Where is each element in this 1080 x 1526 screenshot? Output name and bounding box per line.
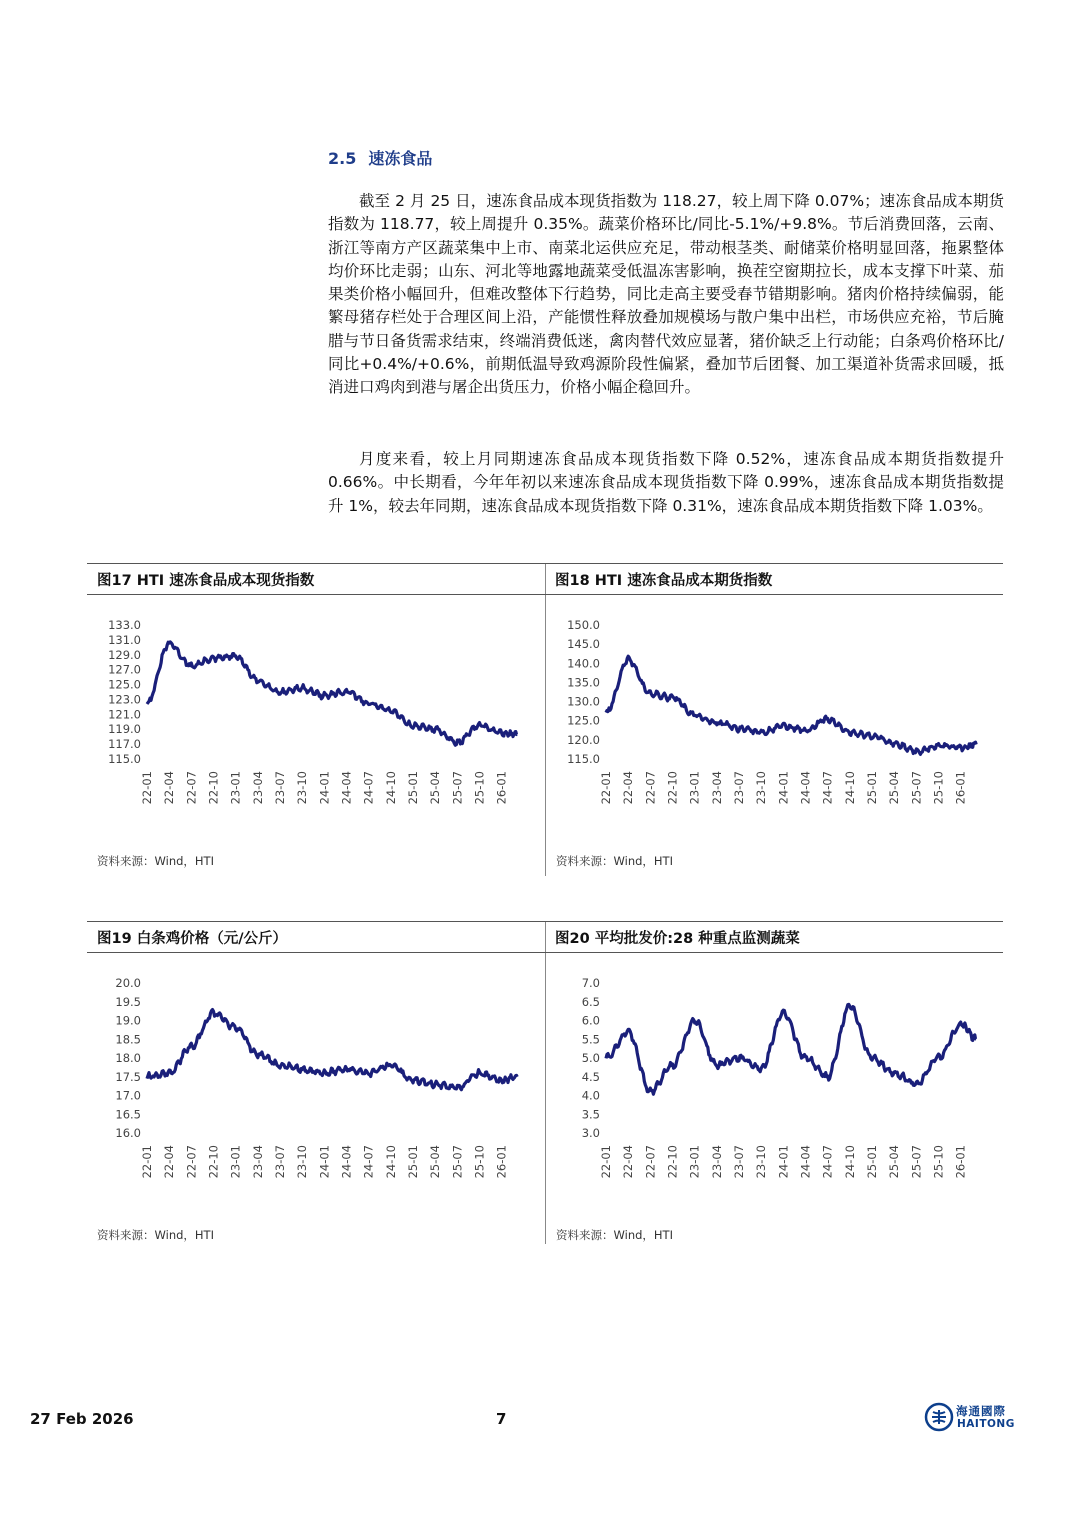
x-tick-label: 23-01: [687, 1145, 702, 1179]
chart-20: [546, 953, 1004, 1223]
x-tick-label: 23-07: [732, 1145, 747, 1179]
y-tick-label: 133.0: [108, 618, 141, 632]
y-tick-label: 19.0: [115, 1013, 141, 1028]
x-tick-label: 22-04: [162, 771, 177, 805]
x-tick-label: 25-10: [472, 771, 487, 805]
y-tick-label: 150.0: [567, 618, 600, 632]
x-tick-label: 22-01: [140, 1145, 154, 1179]
x-tick-label: 24-10: [842, 1145, 857, 1179]
x-tick-label: 26-01: [494, 771, 509, 805]
x-tick-label: 22-01: [599, 1145, 613, 1179]
x-tick-label: 24-10: [383, 771, 398, 805]
x-tick-label: 24-04: [798, 1145, 813, 1179]
x-tick-label: 25-07: [909, 771, 924, 805]
x-tick-label: 25-04: [887, 771, 902, 805]
x-tick-label: 23-07: [732, 771, 747, 805]
figure-18: [545, 563, 1003, 876]
figure-source: 资料来源：Wind，HTI: [556, 854, 673, 868]
series-line: [147, 1010, 517, 1090]
x-tick-label: 25-07: [450, 771, 465, 805]
haitong-logo-icon: [924, 1402, 954, 1432]
x-tick-label: 23-07: [273, 771, 288, 805]
x-tick-label: 25-10: [931, 771, 946, 805]
x-tick-label: 23-01: [687, 771, 702, 805]
y-tick-label: 19.5: [115, 994, 141, 1009]
x-tick-label: 22-07: [643, 1145, 658, 1179]
y-tick-label: 115.0: [108, 752, 141, 766]
x-tick-label: 22-04: [621, 771, 636, 805]
x-tick-label: 24-07: [361, 771, 376, 805]
y-tick-label: 117.0: [108, 737, 141, 752]
figure-source: 资料来源：Wind，HTI: [97, 854, 214, 868]
x-tick-label: 25-04: [887, 1145, 902, 1179]
x-tick-label: 24-07: [820, 1145, 835, 1179]
page-number: 7: [496, 1410, 507, 1428]
series-line: [147, 642, 517, 745]
y-tick-label: 6.0: [581, 1013, 600, 1028]
y-tick-label: 140.0: [567, 656, 600, 671]
x-tick-label: 25-04: [428, 771, 443, 805]
series-line: [606, 656, 976, 754]
x-tick-label: 24-01: [776, 1145, 791, 1179]
y-tick-label: 6.5: [581, 994, 600, 1009]
x-tick-label: 24-04: [339, 771, 354, 805]
x-tick-label: 24-01: [317, 771, 332, 805]
figure-title: 图18 HTI 速冻食品成本期货指数: [545, 563, 1003, 595]
x-tick-label: 22-10: [665, 1145, 680, 1179]
x-tick-label: 24-01: [776, 771, 791, 805]
x-tick-label: 23-04: [709, 771, 724, 805]
y-tick-label: 16.0: [115, 1126, 141, 1140]
x-tick-label: 25-04: [428, 1145, 443, 1179]
paragraph-2: 月度来看，较上月同期速冻食品成本现货指数下降 0.52%，速冻食品成本期货指数提升 0.66%。中长期看，今年年初以来速冻食品成本现货指数下降 0.99%，速冻食品成本期货指数提升 1%，较去年同期，速冻食品成本现货指数下降 0.31%，速冻食品成本期货指数下降 1.03%。: [328, 450, 1004, 515]
section-heading: 速冻食品: [368, 149, 433, 168]
y-tick-label: 3.0: [581, 1126, 600, 1140]
x-tick-label: 23-01: [228, 771, 243, 805]
chart-area: [87, 953, 545, 1223]
logo-text-cn: 海通國際: [956, 1404, 1006, 1418]
y-tick-label: 121.0: [108, 707, 141, 722]
x-tick-label: 22-01: [140, 771, 154, 805]
x-tick-label: 24-07: [820, 771, 835, 805]
x-tick-label: 25-07: [450, 1145, 465, 1179]
y-tick-label: 123.0: [108, 692, 141, 707]
x-tick-label: 23-04: [250, 771, 265, 805]
x-tick-label: 25-01: [406, 771, 421, 805]
y-tick-label: 4.0: [581, 1088, 600, 1103]
x-tick-label: 23-10: [295, 771, 310, 805]
y-tick-label: 120.0: [567, 732, 600, 747]
figure-19: [87, 921, 545, 1244]
y-tick-label: 145.0: [567, 637, 600, 652]
chart-18: [546, 595, 1004, 849]
figure-title: 图20 平均批发价:28 种重点监测蔬菜: [545, 921, 1003, 953]
y-tick-label: 3.5: [581, 1107, 600, 1122]
x-tick-label: 25-10: [931, 1145, 946, 1179]
y-tick-label: 16.5: [115, 1107, 141, 1122]
section-number: 2.5: [328, 149, 357, 168]
y-tick-label: 17.0: [115, 1088, 141, 1103]
x-tick-label: 23-10: [754, 771, 769, 805]
x-tick-label: 25-10: [472, 1145, 487, 1179]
chart-19: [87, 953, 545, 1223]
figure-title: 图19 白条鸡价格（元/公斤）: [87, 921, 545, 953]
figure-17: [87, 563, 545, 876]
x-tick-label: 22-04: [621, 1145, 636, 1179]
logo-text-en: HAITONG: [957, 1418, 1015, 1430]
x-tick-label: 24-10: [842, 771, 857, 805]
y-tick-label: 7.0: [581, 976, 600, 990]
y-tick-label: 20.0: [115, 976, 141, 990]
chart-area: [546, 953, 1003, 1223]
y-tick-label: 5.5: [581, 1032, 600, 1047]
y-tick-label: 5.0: [581, 1051, 600, 1065]
x-tick-label: 26-01: [953, 771, 968, 805]
chart-area: [87, 595, 545, 849]
y-tick-label: 131.0: [108, 632, 141, 647]
figure-title: 图17 HTI 速冻食品成本现货指数: [87, 563, 545, 595]
chart-area: [546, 595, 1003, 849]
y-tick-label: 18.5: [115, 1032, 141, 1047]
figure-20: [545, 921, 1003, 1244]
footer-date: 27 Feb 2026: [30, 1410, 134, 1428]
x-tick-label: 24-04: [798, 771, 813, 805]
y-tick-label: 17.5: [115, 1069, 141, 1084]
figure-source: 资料来源：Wind，HTI: [97, 1228, 214, 1242]
x-tick-label: 22-07: [184, 771, 199, 805]
y-tick-label: 4.5: [581, 1069, 600, 1084]
y-tick-label: 129.0: [108, 647, 141, 662]
x-tick-label: 26-01: [494, 1145, 509, 1179]
x-tick-label: 22-04: [162, 1145, 177, 1179]
x-tick-label: 23-07: [273, 1145, 288, 1179]
x-tick-label: 24-01: [317, 1145, 332, 1179]
series-line: [606, 1004, 976, 1094]
y-tick-label: 135.0: [567, 675, 600, 690]
y-tick-label: 115.0: [567, 752, 600, 766]
x-tick-label: 26-01: [953, 1145, 968, 1179]
x-tick-label: 25-01: [865, 771, 880, 805]
y-tick-label: 119.0: [108, 722, 141, 737]
y-tick-label: 125.0: [567, 713, 600, 728]
section-title: [328, 146, 432, 169]
x-tick-label: 22-07: [184, 1145, 199, 1179]
x-tick-label: 25-01: [865, 1145, 880, 1179]
chart-17: [87, 595, 545, 849]
x-tick-label: 22-01: [599, 771, 613, 805]
x-tick-label: 23-10: [754, 1145, 769, 1179]
x-tick-label: 22-10: [665, 771, 680, 805]
x-tick-label: 24-04: [339, 1145, 354, 1179]
x-tick-label: 25-01: [406, 1145, 421, 1179]
y-tick-label: 125.0: [108, 677, 141, 692]
y-tick-label: 127.0: [108, 662, 141, 677]
haitong-logo: [924, 1400, 1014, 1434]
x-tick-label: 22-10: [206, 1145, 221, 1179]
x-tick-label: 22-07: [643, 771, 658, 805]
x-tick-label: 23-01: [228, 1145, 243, 1179]
y-tick-label: 130.0: [567, 694, 600, 709]
x-tick-label: 25-07: [909, 1145, 924, 1179]
x-tick-label: 23-04: [250, 1145, 265, 1179]
x-tick-label: 22-10: [206, 771, 221, 805]
figure-source: 资料来源：Wind，HTI: [556, 1228, 673, 1242]
y-tick-label: 18.0: [115, 1051, 141, 1065]
x-tick-label: 23-04: [709, 1145, 724, 1179]
x-tick-label: 24-07: [361, 1145, 376, 1179]
paragraph-1: 截至 2 月 25 日，速冻食品成本现货指数为 118.27，较上周下降 0.07%；速冻食品成本期货指数为 118.77，较上周提升 0.35%。蔬菜价格环比/同比-5.1%/+9.8%。节后消费回落，云南、浙江等南方产区蔬菜集中上市、南菜北运供应充足，带动根茎类、耐储菜价格明显回落，拖累整体均价环比走弱；山东、河北等地露地蔬菜受低温冻害影响，换茬空窗期拉长，成本支撑下叶菜、茄果类价格小幅回升，但难改整体下行趋势，同比走高主要受春节错期影响。猪肉价格持续偏弱，能繁母猪存栏处于合理区间上沿，产能惯性释放叠加规模场与散户集中出栏，市场供应充裕，节后腌腊与节日备货需求结束，终端消费低迷，禽肉替代效应显著，猪价缺乏上行动能；白条鸡价格环比/同比+0.4%/+0.6%，前期低温导致鸡源阶段性偏紧，叠加节后团餐、加工渠道补货需求回暖，抵消进口鸡肉到港与屠企出货压力，价格小幅企稳回升。: [328, 192, 1004, 397]
x-tick-label: 24-10: [383, 1145, 398, 1179]
x-tick-label: 23-10: [295, 1145, 310, 1179]
